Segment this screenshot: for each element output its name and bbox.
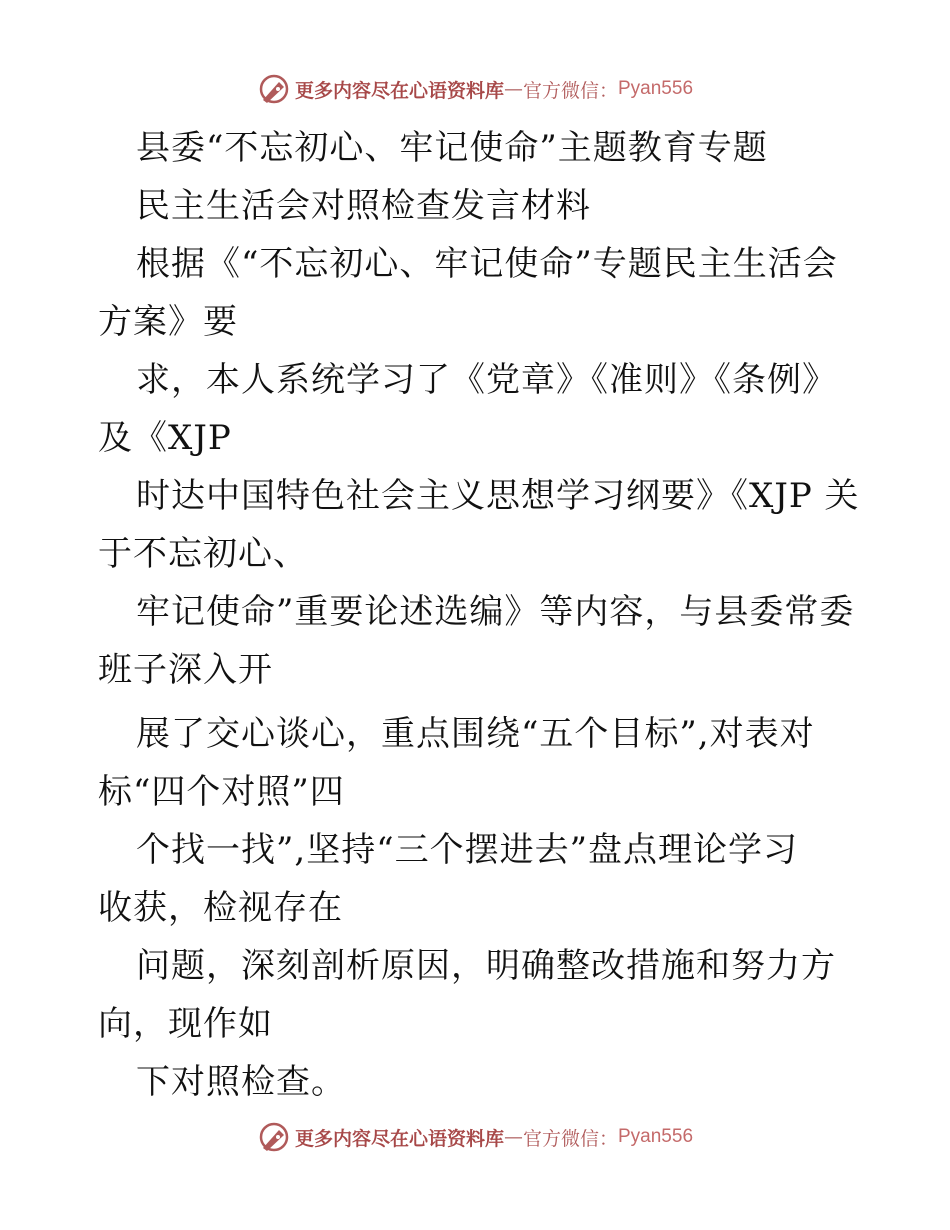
watermark-main-text: 更多内容尽在心语资料库 [294, 79, 504, 102]
watermark-separator: — [503, 1126, 523, 1148]
header-watermark [0, 72, 950, 106]
watermark-handle: Pyan556 [618, 1126, 694, 1147]
doc-line: 问题，深刻剖析原因，明确整改措施和努力方 [136, 946, 836, 986]
doc-line: 求，本人系统学习了《党章》《准则》《条例》 [136, 360, 837, 400]
watermark-label: 官方微信： [522, 79, 618, 102]
doc-line: 牢记使命”重要论述选编》等内容，与县委常委 [136, 592, 855, 632]
doc-title-line-2: 民主生活会对照检查发言材料 [136, 186, 591, 226]
watermark-handle: Pyan556 [618, 78, 694, 99]
doc-line: 方案》要 [98, 302, 238, 342]
pen-nib-logo-icon [257, 72, 291, 106]
doc-line: 时达中国特色社会主义思想学习纲要》《XJP 关 [136, 476, 860, 516]
doc-line: 根据《“不忘初心、牢记使命”专题民主生活会 [136, 244, 838, 284]
doc-line: 展了交心谈心，重点围绕“五个目标”,对表对 [136, 714, 815, 754]
doc-line: 向，现作如 [98, 1004, 273, 1044]
doc-line: 个找一找”,坚持“三个摆进去”盘点理论学习 [136, 830, 798, 870]
doc-title-line-1: 县委“不忘初心、牢记使命”主题教育专题 [136, 128, 768, 168]
footer-watermark [0, 1120, 950, 1154]
watermark-separator: — [503, 78, 523, 100]
doc-line: 班子深入开 [98, 650, 273, 690]
doc-line: 下对照检查。 [136, 1062, 346, 1102]
watermark-label: 官方微信： [522, 1127, 618, 1150]
doc-line: 标“四个对照”四 [98, 772, 345, 812]
doc-line: 及《XJP [98, 418, 232, 458]
doc-line: 收获，检视存在 [98, 888, 343, 928]
pen-nib-logo-icon [257, 1120, 291, 1154]
doc-line: 于不忘初心、 [98, 534, 308, 574]
watermark-main-text: 更多内容尽在心语资料库 [294, 1127, 504, 1150]
